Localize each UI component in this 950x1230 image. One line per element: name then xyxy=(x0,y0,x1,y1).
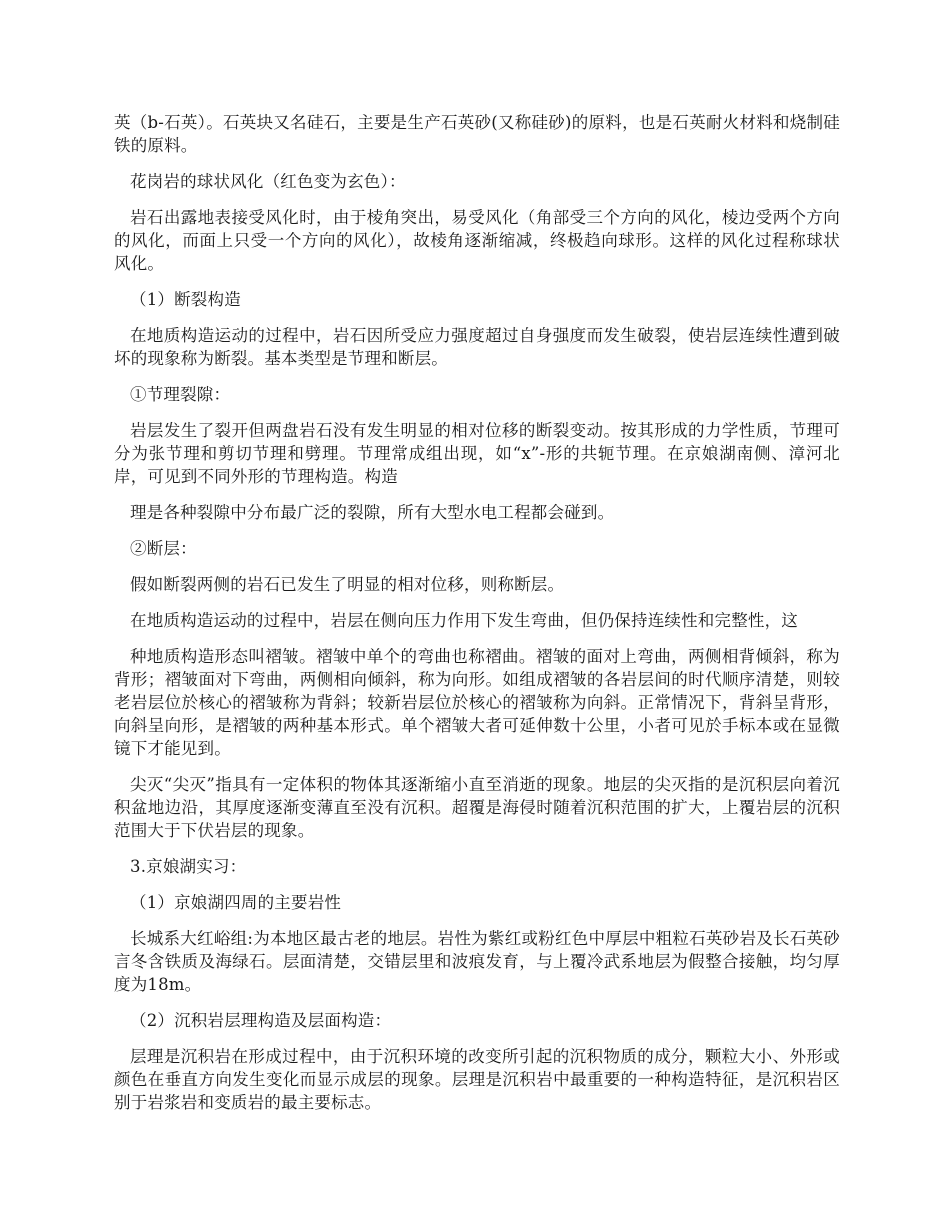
paragraph: 花岗岩的球状风化（红色变为玄色）： xyxy=(130,172,406,191)
paragraph: 理是各种裂隙中分布最广泛的裂隙，所有大型水电工程都会碰到。 xyxy=(130,503,615,522)
section-heading: 3.京娘湖实习： xyxy=(130,857,247,876)
paragraph: 长城系大红峪组:为本地区最古老的地层。岩性为紫红或粉红色中厚层中粗粒石英砂岩及长石英砂言冬含铁质及海绿石。层面清楚，交错层里和波痕发育，与上覆冷武系地层为假整合接触，均匀厚度为18m。 xyxy=(114,929,840,994)
paragraph: 层理是沉积岩在形成过程中，由于沉积环境的改变所引起的沉积物质的成分，颗粒大小、外形或颜色在垂直方向发生变化而显示成层的现象。层理是沉积岩中最重要的一种构造特征，是沉积岩区别于岩浆岩和变质岩的最主要标志。 xyxy=(114,1047,840,1112)
paragraph: 假如断裂两侧的岩石已发生了明显的相对位移，则称断层。 xyxy=(130,575,565,594)
document-body xyxy=(114,111,840,1127)
section-heading: （1）断裂构造 xyxy=(130,290,241,309)
subsection-heading: （2）沉积岩层理构造及层面构造： xyxy=(130,1011,392,1030)
paragraph: 在地质构造运动的过程中，岩层在侧向压力作用下发生弯曲，但仍保持连续性和完整性，这 xyxy=(130,611,798,630)
paragraph: 尖灭“尖灭”指具有一定体积的物体其逐渐缩小直至消逝的现象。地层的尖灭指的是沉积层向着沉积盆地边沿，其厚度逐渐变薄直至没有沉积。超覆是海侵时随着沉积范围的扩大，上覆岩层的沉积范围大于下伏岩层的现象。 xyxy=(114,775,840,840)
paragraph: 种地质构造形态叫褶皱。褶皱中单个的弯曲也称褶曲。褶皱的面对上弯曲，两侧相背倾斜，称为背形；褶皱面对下弯曲，两侧相向倾斜，称为向形。如组成褶皱的各岩层间的时代顺序清楚，则较老岩层位於核心的褶皱称为背斜；较新岩层位於核心的褶皱称为向斜。正常情况下，背斜呈背形，向斜呈向形，是褶皱的两种基本形式。单个褶皱大者可延伸数十公里，小者可见於手标本或在显微镜下才能见到。 xyxy=(114,647,840,758)
subsection-heading: （1）京娘湖四周的主要岩性 xyxy=(130,893,342,912)
paragraph: 在地质构造运动的过程中，岩石因所受应力强度超过自身强度而发生破裂，使岩层连续性遭到破坏的现象称为断裂。基本类型是节理和断层。 xyxy=(114,326,840,368)
paragraph: 岩层发生了裂开但两盘岩石没有发生明显的相对位移的断裂变动。按其形成的力学性质，节理可分为张节理和剪切节理和劈理。节理常成组出现，如“x”-形的共轭节理。在京娘湖南侧、漳河北岸，可见到不同外形的节理构造。构造 xyxy=(114,421,840,486)
subsection-heading: ②断层： xyxy=(130,539,197,558)
paragraph: 英（b-石英）。石英块又名硅石，主要是生产石英砂(又称硅砂)的原料，也是石英耐火材料和烧制硅铁的原料。 xyxy=(114,113,840,155)
subsection-heading: ①节理裂隙： xyxy=(130,385,231,404)
paragraph: 岩石出露地表接受风化时，由于棱角突出，易受风化（角部受三个方向的风化，棱边受两个方向的风化，而面上只受一个方向的风化），故棱角逐渐缩减，终极趋向球形。这样的风化过程称球状风化。 xyxy=(114,208,840,273)
